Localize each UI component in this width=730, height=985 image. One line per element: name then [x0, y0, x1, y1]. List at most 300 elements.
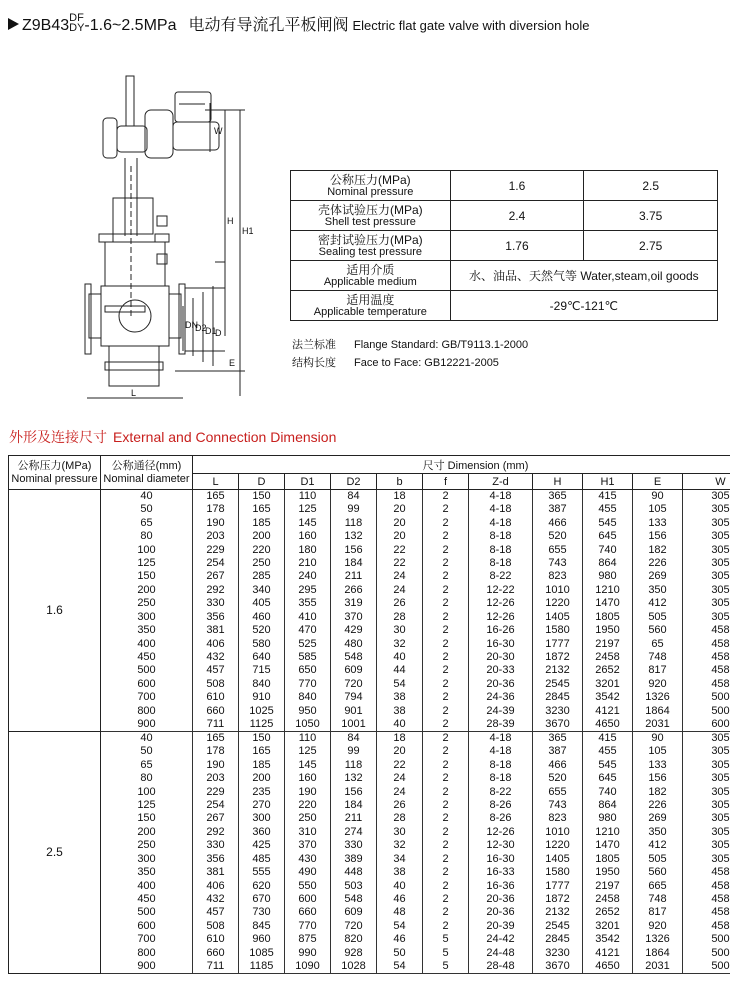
dimension-cell: 2: [423, 503, 469, 516]
dimension-cell: 2: [423, 678, 469, 691]
dimension-cell: 500: [683, 933, 730, 946]
table-row: [9, 705, 730, 718]
dimension-cell: 30: [377, 624, 423, 637]
dimension-cell: 2: [423, 705, 469, 718]
dimension-cell: 132: [331, 530, 377, 543]
dimension-cell: 40: [377, 651, 423, 664]
table-row: [9, 611, 730, 624]
table-row: [9, 826, 730, 839]
dimension-cell: 20: [377, 516, 423, 529]
label-l: L: [131, 388, 137, 398]
dimension-cell: 12-22: [469, 584, 533, 597]
dimension-cell: 274: [331, 826, 377, 839]
header-nominal-diameter: 公称通径(mm) Nominal diameter: [101, 456, 193, 490]
dimension-cell: 901: [331, 705, 377, 718]
dimension-cell: 490: [285, 866, 331, 879]
dimension-cell: 110: [285, 490, 331, 504]
dimension-cell: 406: [193, 637, 239, 650]
dimension-cell: 2845: [533, 691, 583, 704]
dimension-cell: 24: [377, 584, 423, 597]
dimension-cell: 3230: [533, 705, 583, 718]
dimension-cell: 1864: [633, 705, 683, 718]
dimension-cell: 185: [239, 516, 285, 529]
dimension-cell: 269: [633, 812, 683, 825]
label-h: H: [227, 216, 234, 226]
dimension-cell: 2545: [533, 920, 583, 933]
dimension-cell: 165: [239, 503, 285, 516]
dimension-cell: 545: [583, 758, 633, 771]
dimension-cell: 26: [377, 799, 423, 812]
dimension-cell: 190: [193, 516, 239, 529]
dimension-cell: 458: [683, 879, 730, 892]
label-h1: H1: [242, 226, 254, 236]
dimension-cell: 1805: [583, 611, 633, 624]
dimension-cell: 30: [377, 826, 423, 839]
header-dimension: 尺寸 Dimension (mm): [193, 456, 730, 474]
dimension-cell: 458: [683, 637, 730, 650]
dimension-cell: 928: [331, 947, 377, 960]
label-e: E: [229, 358, 236, 368]
dimension-cell: 508: [193, 678, 239, 691]
dimension-cell: 12-30: [469, 839, 533, 852]
dimension-cell: 458: [683, 678, 730, 691]
nominal-diameter-cell: 150: [101, 570, 193, 583]
table-row: [9, 879, 730, 892]
dimension-cell: 38: [377, 866, 423, 879]
dimension-cell: 305: [683, 584, 730, 597]
nominal-diameter-cell: 125: [101, 557, 193, 570]
nominal-diameter-cell: 600: [101, 920, 193, 933]
dimension-cell: 3542: [583, 691, 633, 704]
label-w: W: [214, 126, 223, 136]
dimension-cell: 4650: [583, 960, 633, 974]
dimension-cell: 3230: [533, 947, 583, 960]
dimension-cell: 125: [285, 503, 331, 516]
dimension-cell: 84: [331, 490, 377, 504]
dimension-cell: 46: [377, 933, 423, 946]
dimension-cell: 2: [423, 826, 469, 839]
dimension-cell: 1805: [583, 853, 633, 866]
dimension-cell: 458: [683, 866, 730, 879]
spec-row: [291, 171, 718, 201]
table-row: [9, 718, 730, 732]
dimension-cell: 182: [633, 543, 683, 556]
table-row: [9, 785, 730, 798]
dimension-cell: 38: [377, 705, 423, 718]
dimension-cell: 864: [583, 799, 633, 812]
dimension-cell: 455: [583, 745, 633, 758]
dimension-cell: 500: [683, 947, 730, 960]
table-row: [9, 772, 730, 785]
dimension-cell: 1001: [331, 718, 377, 732]
dimension-cell: 22: [377, 557, 423, 570]
dimension-cell: 24: [377, 570, 423, 583]
nominal-diameter-cell: 700: [101, 933, 193, 946]
dimension-cell: 20-39: [469, 920, 533, 933]
dimension-cell: 305: [683, 799, 730, 812]
dimension-cell: 365: [533, 490, 583, 504]
dimension-cell: 548: [331, 893, 377, 906]
dimension-cell: 645: [583, 772, 633, 785]
model-suffix-sub: DY: [69, 21, 85, 34]
face-to-face-standard: 结构长度 Face to Face: GB12221-2005: [292, 357, 499, 369]
dimension-cell: 226: [633, 557, 683, 570]
dimension-cell: 105: [633, 503, 683, 516]
dimension-cell: 26: [377, 597, 423, 610]
dimension-cell: 125: [285, 745, 331, 758]
dimension-cell: 609: [331, 664, 377, 677]
dimension-cell: 2: [423, 812, 469, 825]
nominal-diameter-cell: 450: [101, 893, 193, 906]
dimension-cell: 50: [377, 947, 423, 960]
dimension-cell: 24: [377, 785, 423, 798]
dimension-cell: 305: [683, 853, 730, 866]
dimension-cell: 508: [193, 920, 239, 933]
dimension-cell: 305: [683, 516, 730, 529]
dimension-cell: 2458: [583, 893, 633, 906]
dimension-cell: 387: [533, 745, 583, 758]
nominal-diameter-cell: 50: [101, 745, 193, 758]
dimension-cell: 2: [423, 651, 469, 664]
dimension-cell: 4-18: [469, 745, 533, 758]
dimension-cell: 156: [331, 543, 377, 556]
dimension-cell: 305: [683, 785, 730, 798]
dimension-cell: 640: [239, 651, 285, 664]
dimension-cell: 5: [423, 933, 469, 946]
dimension-cell: 3201: [583, 920, 633, 933]
dimension-cell: 711: [193, 960, 239, 974]
nominal-diameter-cell: 65: [101, 758, 193, 771]
dimension-cell: 20: [377, 503, 423, 516]
dimension-cell: 2652: [583, 664, 633, 677]
dimension-cell: 1085: [239, 947, 285, 960]
dimension-cell: 2: [423, 611, 469, 624]
dimension-cell: 545: [583, 516, 633, 529]
table-row: [9, 503, 730, 516]
dimension-cell: 18: [377, 490, 423, 504]
table-row: [9, 920, 730, 933]
spec-label: 密封试验压力(MPa) Sealing test pressure: [291, 231, 451, 261]
dimension-cell: 485: [239, 853, 285, 866]
dimension-cell: 4-18: [469, 516, 533, 529]
dimension-cell: 211: [331, 812, 377, 825]
table-row: [9, 584, 730, 597]
dimension-cell: 2: [423, 624, 469, 637]
dimension-cell: 305: [683, 611, 730, 624]
flange-standard: 法兰标准 Flange Standard: GB/T9113.1-2000: [292, 339, 529, 351]
dimension-cell: 748: [633, 893, 683, 906]
dimension-cell: 8-18: [469, 772, 533, 785]
dimension-cell: 305: [683, 557, 730, 570]
dimension-cell: 54: [377, 678, 423, 691]
dimension-cell: 600: [285, 893, 331, 906]
dimension-cell: 250: [239, 557, 285, 570]
dimension-cell: 2: [423, 691, 469, 704]
dimension-cell: 2: [423, 879, 469, 892]
dimension-cell: 520: [239, 624, 285, 637]
dimension-cell: 1470: [583, 597, 633, 610]
dimension-cell: 16-26: [469, 624, 533, 637]
dimension-cell: 28: [377, 611, 423, 624]
table-row: [9, 799, 730, 812]
dimension-cell: 12-26: [469, 611, 533, 624]
dimension-cell: 46: [377, 893, 423, 906]
dimension-cell: 455: [583, 503, 633, 516]
dimension-cell: 600: [683, 718, 730, 732]
dimension-cell: 429: [331, 624, 377, 637]
dimension-cell: 560: [633, 624, 683, 637]
dimension-cell: 305: [683, 826, 730, 839]
dimension-cell: 145: [285, 516, 331, 529]
dimension-cell: 20: [377, 745, 423, 758]
dimension-cell: 560: [633, 866, 683, 879]
dimension-cell: 356: [193, 853, 239, 866]
dimension-cell: 2132: [533, 664, 583, 677]
dimension-cell: 2: [423, 839, 469, 852]
dimension-cell: 665: [633, 879, 683, 892]
dimension-cell: 190: [193, 758, 239, 771]
dimension-cell: 458: [683, 624, 730, 637]
dimension-cell: 4-18: [469, 503, 533, 516]
table-row: [9, 893, 730, 906]
dimension-cell: 655: [533, 543, 583, 556]
dimension-cell: 550: [285, 879, 331, 892]
table-row: [9, 516, 730, 529]
table-row: [9, 947, 730, 960]
dimension-cell: 460: [239, 611, 285, 624]
page-title: [8, 12, 723, 48]
dimension-cell: 655: [533, 785, 583, 798]
dimension-cell: 1864: [633, 947, 683, 960]
dimension-cell: 458: [683, 893, 730, 906]
nominal-diameter-cell: 65: [101, 516, 193, 529]
table-row: [9, 866, 730, 879]
dimension-cell: 1580: [533, 624, 583, 637]
dimension-cell: 2: [423, 543, 469, 556]
dimension-cell: 8-18: [469, 557, 533, 570]
dimension-cell: 32: [377, 839, 423, 852]
dimension-cell: 16-36: [469, 879, 533, 892]
nominal-diameter-cell: 200: [101, 826, 193, 839]
dimension-cell: 525: [285, 637, 331, 650]
dimension-cell: 670: [239, 893, 285, 906]
dimension-cell: 305: [683, 772, 730, 785]
dimension-cell: 8-26: [469, 812, 533, 825]
label-d2: D2: [195, 323, 207, 333]
dimension-cell: 2: [423, 772, 469, 785]
dimension-cell: 200: [239, 772, 285, 785]
dimension-cell: 355: [285, 597, 331, 610]
dimension-cell: 864: [583, 557, 633, 570]
dimension-cell: 500: [683, 691, 730, 704]
table-row: [9, 839, 730, 852]
dimension-cell: 458: [683, 651, 730, 664]
dimension-cell: 2: [423, 570, 469, 583]
dimension-cell: 650: [285, 664, 331, 677]
table-row: [9, 543, 730, 556]
table-row: [9, 651, 730, 664]
dimension-cell: 184: [331, 557, 377, 570]
dimension-cell: 365: [533, 732, 583, 746]
dimension-cell: 305: [683, 570, 730, 583]
dimension-cell: 12-26: [469, 597, 533, 610]
dimension-cell: 920: [633, 678, 683, 691]
dimension-cell: 269: [633, 570, 683, 583]
dimension-cell: 34: [377, 853, 423, 866]
dimension-cell: 2: [423, 866, 469, 879]
table-row: [9, 664, 730, 677]
dimension-cell: 5: [423, 960, 469, 974]
dimension-cell: 8-18: [469, 530, 533, 543]
dimension-cell: 220: [239, 543, 285, 556]
dimension-cell: 305: [683, 597, 730, 610]
spec-value: 2.75: [584, 231, 718, 261]
dimension-cell: 2: [423, 557, 469, 570]
dimension-cell: 2: [423, 799, 469, 812]
dimension-cell: 180: [285, 543, 331, 556]
dimension-cell: 660: [193, 705, 239, 718]
column-header: H: [533, 474, 583, 490]
dimension-cell: 2545: [533, 678, 583, 691]
table-row: [9, 906, 730, 919]
table-row: [9, 812, 730, 825]
dimension-cell: 960: [239, 933, 285, 946]
dimension-cell: 1090: [285, 960, 331, 974]
table-row: [9, 960, 730, 974]
table-row: [9, 624, 730, 637]
nominal-diameter-cell: 500: [101, 664, 193, 677]
dimension-cell: 292: [193, 826, 239, 839]
dimension-cell: 1950: [583, 624, 633, 637]
dimension-cell: 520: [533, 530, 583, 543]
dimension-cell: 2: [423, 664, 469, 677]
dimension-cell: 2: [423, 853, 469, 866]
title-english: Electric flat gate valve with diversion hole: [352, 18, 590, 33]
dimension-cell: 2: [423, 758, 469, 771]
dimension-cell: 875: [285, 933, 331, 946]
dimension-cell: 20-36: [469, 893, 533, 906]
dimension-cell: 270: [239, 799, 285, 812]
dimension-cell: 12-26: [469, 826, 533, 839]
dimension-cell: 44: [377, 664, 423, 677]
dimension-cell: 305: [683, 530, 730, 543]
dimension-cell: 20-30: [469, 651, 533, 664]
dimension-cell: 229: [193, 785, 239, 798]
dimension-cell: 254: [193, 799, 239, 812]
dimension-cell: 24-39: [469, 705, 533, 718]
dimension-cell: 370: [331, 611, 377, 624]
dimension-cell: 1872: [533, 651, 583, 664]
dimension-cell: 229: [193, 543, 239, 556]
dimension-cell: 65: [633, 637, 683, 650]
dimension-cell: 24-48: [469, 947, 533, 960]
dimension-cell: 156: [633, 772, 683, 785]
dimension-cell: 432: [193, 893, 239, 906]
dimension-cell: 330: [193, 839, 239, 852]
dimension-cell: 1777: [533, 879, 583, 892]
nominal-diameter-cell: 100: [101, 543, 193, 556]
dimension-cell: 295: [285, 584, 331, 597]
dimension-cell: 150: [239, 490, 285, 504]
dimension-cell: 211: [331, 570, 377, 583]
dimension-cell: 133: [633, 516, 683, 529]
dimension-cell: 1010: [533, 584, 583, 597]
dimension-cell: 28: [377, 812, 423, 825]
dimension-cell: 2: [423, 516, 469, 529]
nominal-diameter-cell: 900: [101, 718, 193, 732]
dimension-cell: 4-18: [469, 732, 533, 746]
dimension-cell: 990: [285, 947, 331, 960]
dimension-cell: 980: [583, 812, 633, 825]
dimension-cell: 457: [193, 664, 239, 677]
dimension-cell: 8-18: [469, 543, 533, 556]
dimension-cell: 16-33: [469, 866, 533, 879]
dimension-cell: 505: [633, 853, 683, 866]
dimension-cell: 8-22: [469, 570, 533, 583]
dimension-cell: 2197: [583, 637, 633, 650]
dimension-cell: 292: [193, 584, 239, 597]
nominal-diameter-cell: 300: [101, 853, 193, 866]
dimension-cell: 28-39: [469, 718, 533, 732]
dimension-cell: 430: [285, 853, 331, 866]
dimension-cell: 118: [331, 516, 377, 529]
nominal-diameter-cell: 250: [101, 597, 193, 610]
nominal-diameter-cell: 100: [101, 785, 193, 798]
dimension-cell: 156: [331, 785, 377, 798]
dimension-cell: 305: [683, 812, 730, 825]
nominal-diameter-cell: 400: [101, 637, 193, 650]
spec-value: 1.76: [450, 231, 584, 261]
dimension-cell: 22: [377, 543, 423, 556]
dimension-cell: 711: [193, 718, 239, 732]
dimension-cell: 585: [285, 651, 331, 664]
dimension-cell: 20-36: [469, 906, 533, 919]
dimension-cell: 2: [423, 490, 469, 504]
dimension-cell: 165: [239, 745, 285, 758]
dimension-cell: 340: [239, 584, 285, 597]
dimension-cell: 3542: [583, 933, 633, 946]
model-suffix-sup: DF: [69, 11, 84, 24]
dimension-cell: 110: [285, 732, 331, 746]
dimension-cell: 200: [239, 530, 285, 543]
table-row: [9, 745, 730, 758]
dimension-cell: 2: [423, 530, 469, 543]
dimension-cell: 24-42: [469, 933, 533, 946]
table-row: [9, 637, 730, 650]
dimension-cell: 356: [193, 611, 239, 624]
dimension-cell: 160: [285, 772, 331, 785]
nominal-diameter-cell: 900: [101, 960, 193, 974]
dimension-cell: 1050: [285, 718, 331, 732]
dimension-cell: 466: [533, 758, 583, 771]
dimension-cell: 2845: [533, 933, 583, 946]
dimension-cell: 457: [193, 906, 239, 919]
nominal-diameter-cell: 40: [101, 490, 193, 504]
dimension-cell: 500: [683, 705, 730, 718]
table-row: [9, 933, 730, 946]
dimension-cell: 40: [377, 879, 423, 892]
dimension-cell: 466: [533, 516, 583, 529]
dimension-cell: 817: [633, 906, 683, 919]
dimension-cell: 254: [193, 557, 239, 570]
dimension-cell: 520: [533, 772, 583, 785]
dimension-cell: 1028: [331, 960, 377, 974]
dimension-cell: 2: [423, 920, 469, 933]
dimension-cell: 980: [583, 570, 633, 583]
dimension-cell: 370: [285, 839, 331, 852]
dimension-cell: 580: [239, 637, 285, 650]
table-row: [9, 758, 730, 771]
